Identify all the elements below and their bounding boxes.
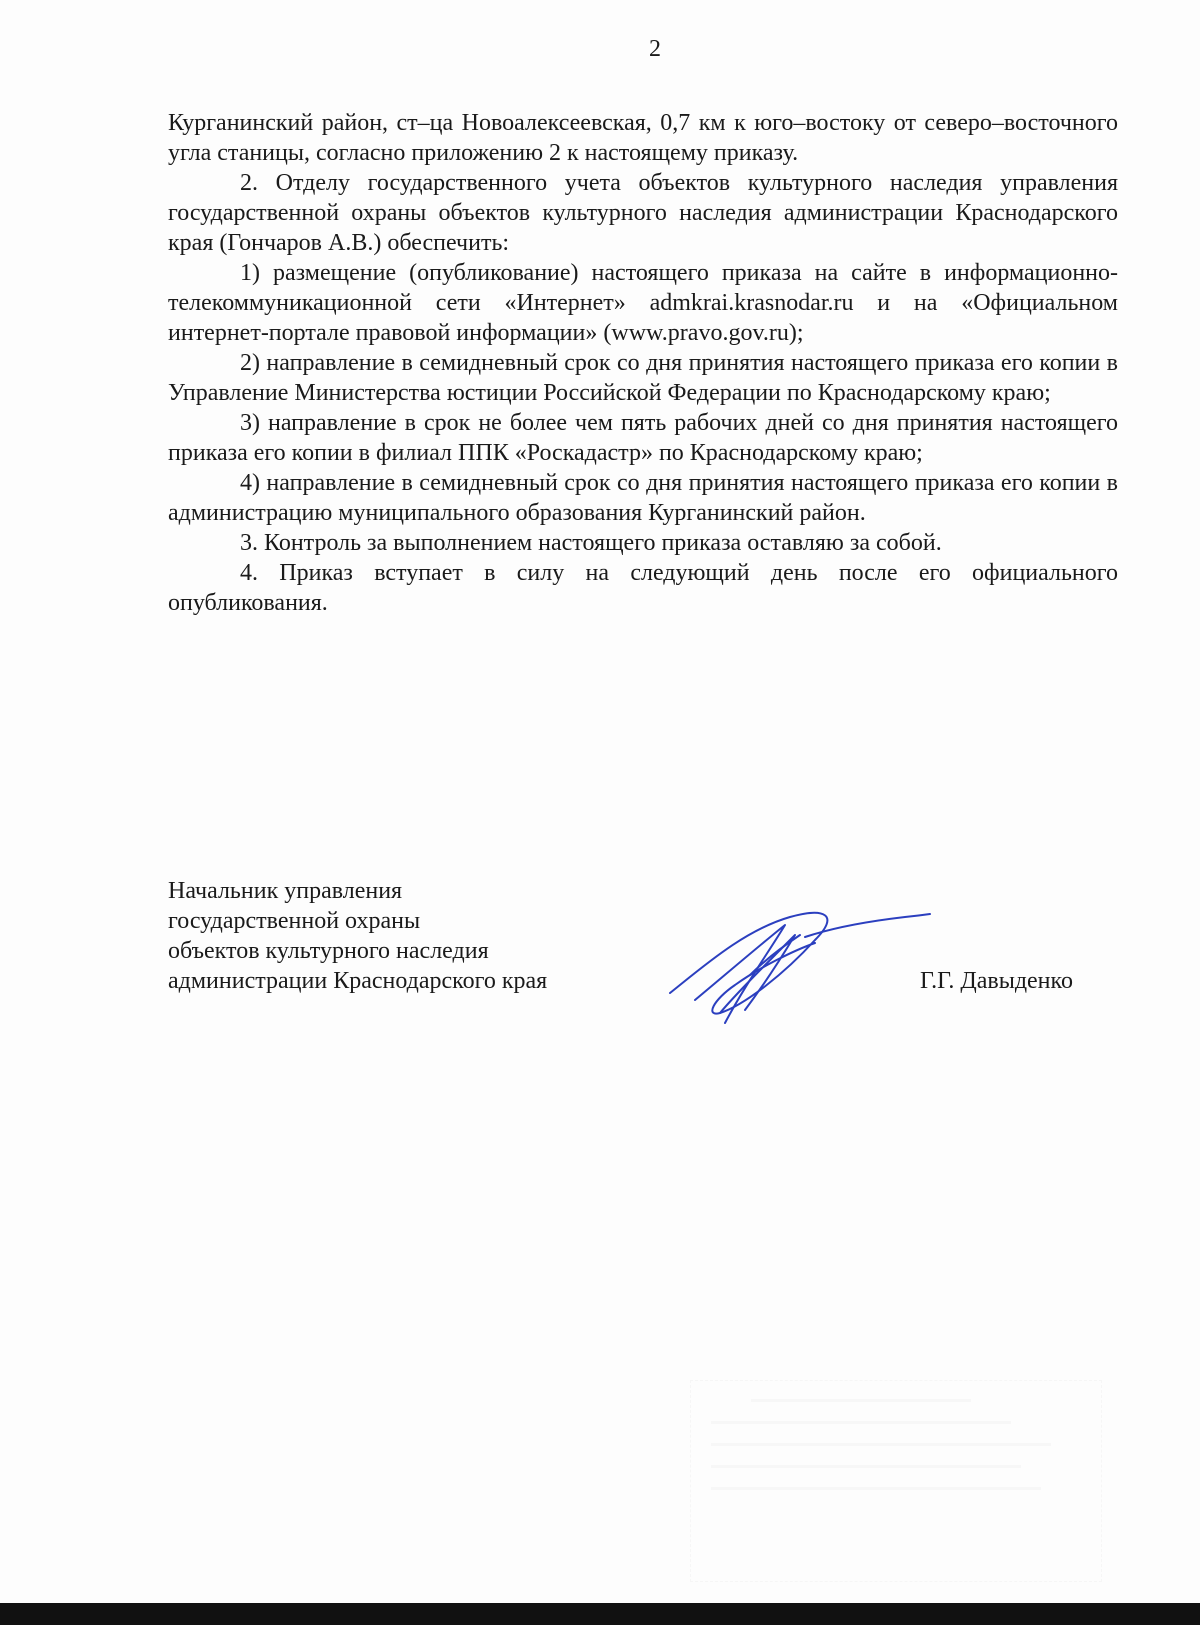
document-body xyxy=(168,108,1118,618)
page-number: 2 xyxy=(649,36,661,62)
signer-position-line: администрации Краснодарского края xyxy=(168,968,548,994)
scan-edge-bar xyxy=(0,1603,1200,1625)
paragraph-item-2: 2. Отделу государственного учета объектов культурного наследия управления государственной охраны объектов культурного наследия администрации Краснодарского края (Гончаров А.В.) обеспечить: xyxy=(168,170,1118,256)
paragraph-item-4: 4. Приказ вступает в силу на следующий день после его официального опубликования. xyxy=(168,560,1118,616)
paragraph-subitem-1: 1) размещение (опубликование) настоящего приказа на сайте в информационно-телекоммуникационной сети «Интернет» admkrai.krasnodar.ru и на «Официальном интернет-портале правовой информации» (www.pravo.gov.ru); xyxy=(168,260,1118,346)
signer-position xyxy=(168,876,547,996)
signer-name: Г.Г. Давыденко xyxy=(920,968,1073,994)
paragraph-subitem-2: 2) направление в семидневный срок со дня принятия настоящего приказа его копии в Управление Министерства юстиции Российской Федерации по Краснодарскому краю; xyxy=(168,350,1118,406)
paragraph-continuation: Курганинский район, ст–ца Новоалексеевская, 0,7 км к юго–востоку от северо–восточного угла станицы, согласно приложению 2 к настоящему приказу. xyxy=(168,110,1118,166)
handwritten-signature xyxy=(665,905,940,1035)
paragraph-item-3: 3. Контроль за выполнением настоящего приказа оставляю за собой. xyxy=(240,530,942,556)
signer-position-line: Начальник управления xyxy=(168,878,403,904)
signer-position-line: объектов культурного наследия xyxy=(168,938,489,964)
faded-stamp-mark xyxy=(690,1380,1102,1582)
paragraph-subitem-4: 4) направление в семидневный срок со дня принятия настоящего приказа его копии в администрацию муниципального образования Курганинский район. xyxy=(168,470,1118,526)
paragraph-subitem-3: 3) направление в срок не более чем пять рабочих дней со дня принятия настоящего приказа его копии в филиал ППК «Роскадастр» по Краснодарскому краю; xyxy=(168,410,1118,466)
signer-position-line: государственной охраны xyxy=(168,908,421,934)
